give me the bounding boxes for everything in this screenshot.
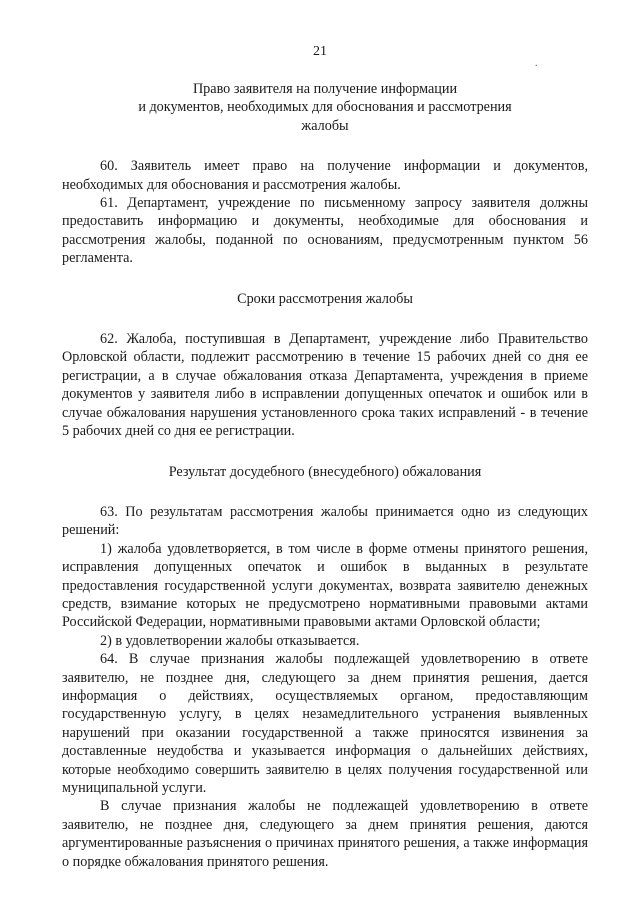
section-heading-appeal-result: Результат досудебного (внесудебного) обжалования [168,463,482,480]
section-heading-information-rights [62,80,588,135]
stray-mark: . [535,58,538,69]
heading-line: Право заявителя на получение информации [192,81,458,97]
page-number: 21 [313,44,327,59]
paragraph-64: 64. В случае признания жалобы подлежащей удовлетворению в ответе заявителю, не позднее дня, следующего за днем принятия решения, дается информация о действиях, осуществляемых органом, предоставляющим государственную услугу, в целях незамедлительного устранения выявленных нарушений при оказании государственной а также приносятся извинения за доставленные неудобства и указывается информация о дальнейших действиях, которые необходимо совершить заявителю в целях получения государственной или муниципальной услуги. [62,651,588,796]
document-body [62,80,588,871]
paragraph-62: 62. Жалоба, поступившая в Департамент, учреждение либо Правительство Орловской области, подлежит рассмотрению в течение 15 рабочих дней со дня ее регистрации, а в случае обжалования отказа Департамента, учреждения в приеме документов у заявителя либо в исправлении допущенных опечаток и ошибок или в случае обжалования нарушения установленного срока таких исправлений - в течение 5 рабочих дней со дня ее регистрации. [62,331,588,440]
heading-line: жалобы [301,117,349,134]
paragraph-63: 63. По результатам рассмотрения жалобы принимается одно из следующих решений: [62,503,588,539]
paragraph-61: 61. Департамент, учреждение по письменному запросу заявителя должны предоставить информацию и документы, необходимые для обоснования и рассмотрения жалобы, поданной по основаниям, предусмотренным пунктом 56 регламента. [62,195,588,267]
paragraph-63-item-2: 2) в удовлетворении жалобы отказывается. [100,632,360,649]
section-heading-review-terms: Сроки рассмотрения жалобы [237,290,413,307]
paragraph-60: 60. Заявитель имеет право на получение информации и документов, необходимых для обоснования и рассмотрения жалобы. [62,158,588,193]
paragraph-63-item-1: 1) жалоба удовлетворяется, в том числе в форме отмены принятого решения, исправления допущенных опечаток и ошибок в выданных в результате предоставления государственной услуги документах, возврата заявителю денежных средств, взимание которых не предусмотрено нормативными правовыми актами Российской Федерации, нормативными правовыми актами Орловской области; [62,540,588,631]
paragraph-64-refusal: В случае признания жалобы не подлежащей удовлетворению в ответе заявителю, не позднее дня, следующего за днем принятия решения, даются аргументированные разъяснения о причинах принятого решения, а также информация о порядке обжалования принятого решения. [62,798,588,870]
heading-line: и документов, необходимых для обоснования и рассмотрения [138,99,512,116]
